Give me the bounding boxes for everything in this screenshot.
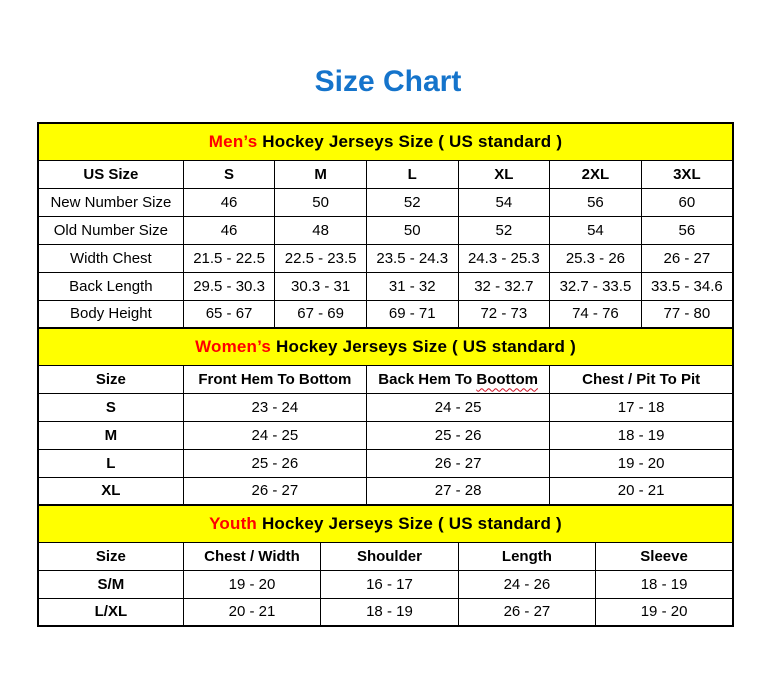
mens-cell-value: 60 bbox=[641, 188, 733, 216]
size-chart-page bbox=[0, 64, 776, 627]
youth-cell-value: 18 - 19 bbox=[321, 598, 458, 626]
mens-cell-value: 48 bbox=[275, 216, 367, 244]
mens-cell-value: 23.5 - 24.3 bbox=[366, 244, 458, 272]
womens-cell-value: 25 - 26 bbox=[367, 421, 550, 449]
youth-table-row bbox=[38, 570, 733, 598]
mens-cell-value: 29.5 - 30.3 bbox=[183, 272, 275, 300]
size-tables-container bbox=[37, 122, 734, 627]
mens-table-row bbox=[38, 272, 733, 300]
youth-cell-value: 26 - 27 bbox=[458, 598, 595, 626]
youth-size-table bbox=[37, 504, 734, 627]
youth-cell-value: 19 - 20 bbox=[596, 598, 733, 626]
mens-cell-value: 52 bbox=[366, 188, 458, 216]
mens-row-label: New Number Size bbox=[38, 188, 183, 216]
womens-cell-value: 17 - 18 bbox=[550, 393, 733, 421]
youth-cell-value: 24 - 26 bbox=[458, 570, 595, 598]
mens-row-label: Body Height bbox=[38, 300, 183, 328]
mens-cell-value: 46 bbox=[183, 188, 275, 216]
womens-cell-value: 26 - 27 bbox=[367, 449, 550, 477]
youth-section-title-rest: Hockey Jerseys Size ( US standard ) bbox=[257, 513, 562, 533]
womens-header-row bbox=[38, 365, 733, 393]
page-title: Size Chart bbox=[314, 65, 462, 98]
mens-cell-value: 32.7 - 33.5 bbox=[550, 272, 642, 300]
mens-row-label: Old Number Size bbox=[38, 216, 183, 244]
mens-row-label: Width Chest bbox=[38, 244, 183, 272]
mens-table-row bbox=[38, 244, 733, 272]
youth-row-label: S/M bbox=[38, 570, 183, 598]
youth-column-header: Shoulder bbox=[321, 542, 458, 570]
womens-cell-value: 26 - 27 bbox=[183, 477, 366, 505]
womens-cell-value: 19 - 20 bbox=[550, 449, 733, 477]
mens-cell-value: 31 - 32 bbox=[366, 272, 458, 300]
womens-size-table bbox=[37, 327, 734, 506]
mens-header-row bbox=[38, 160, 733, 188]
womens-table-row bbox=[38, 477, 733, 505]
womens-table-row bbox=[38, 449, 733, 477]
womens-column-header: Front Hem To Bottom bbox=[183, 365, 366, 393]
mens-cell-value: 33.5 - 34.6 bbox=[641, 272, 733, 300]
youth-cell-value: 16 - 17 bbox=[321, 570, 458, 598]
youth-column-header: Length bbox=[458, 542, 595, 570]
misspelled-word: Boottom bbox=[476, 370, 539, 388]
mens-column-header: 2XL bbox=[550, 160, 642, 188]
womens-table-row bbox=[38, 421, 733, 449]
womens-section-band bbox=[38, 328, 733, 365]
womens-column-header: Back Hem To Boottom bbox=[367, 365, 550, 393]
youth-cell-value: 18 - 19 bbox=[596, 570, 733, 598]
youth-row-label: L/XL bbox=[38, 598, 183, 626]
mens-section-band bbox=[38, 123, 733, 160]
womens-cell-value: 24 - 25 bbox=[367, 393, 550, 421]
mens-cell-value: 65 - 67 bbox=[183, 300, 275, 328]
youth-column-header: Sleeve bbox=[596, 542, 733, 570]
youth-section-title bbox=[38, 505, 733, 542]
womens-cell-value: 18 - 19 bbox=[550, 421, 733, 449]
youth-section-band bbox=[38, 505, 733, 542]
mens-cell-value: 54 bbox=[458, 188, 550, 216]
mens-size-table bbox=[37, 122, 734, 329]
youth-column-header: Size bbox=[38, 542, 183, 570]
womens-column-header: Size bbox=[38, 365, 183, 393]
mens-section-title-accent: Men’s bbox=[208, 131, 258, 151]
womens-cell-value: 24 - 25 bbox=[183, 421, 366, 449]
womens-cell-value: 20 - 21 bbox=[550, 477, 733, 505]
mens-section-title bbox=[38, 123, 733, 160]
mens-cell-value: 72 - 73 bbox=[458, 300, 550, 328]
mens-cell-value: 52 bbox=[458, 216, 550, 244]
womens-cell-value: 23 - 24 bbox=[183, 393, 366, 421]
youth-column-header: Chest / Width bbox=[183, 542, 320, 570]
mens-cell-value: 26 - 27 bbox=[641, 244, 733, 272]
mens-table-row bbox=[38, 188, 733, 216]
mens-column-header: XL bbox=[458, 160, 550, 188]
womens-column-header: Chest / Pit To Pit bbox=[550, 365, 733, 393]
mens-cell-value: 30.3 - 31 bbox=[275, 272, 367, 300]
mens-cell-value: 50 bbox=[275, 188, 367, 216]
mens-cell-value: 56 bbox=[550, 188, 642, 216]
mens-section-title-rest: Hockey Jerseys Size ( US standard ) bbox=[257, 131, 563, 151]
mens-column-header: M bbox=[275, 160, 367, 188]
womens-cell-value: 25 - 26 bbox=[183, 449, 366, 477]
youth-header-row bbox=[38, 542, 733, 570]
mens-cell-value: 67 - 69 bbox=[275, 300, 367, 328]
mens-cell-value: 24.3 - 25.3 bbox=[458, 244, 550, 272]
mens-row-label: Back Length bbox=[38, 272, 183, 300]
womens-cell-value: 27 - 28 bbox=[367, 477, 550, 505]
womens-section-title bbox=[38, 328, 733, 365]
mens-cell-value: 50 bbox=[366, 216, 458, 244]
mens-column-header: US Size bbox=[38, 160, 183, 188]
womens-section-title-rest: Hockey Jerseys Size ( US standard ) bbox=[271, 336, 576, 356]
mens-cell-value: 74 - 76 bbox=[550, 300, 642, 328]
womens-row-label: S bbox=[38, 393, 183, 421]
youth-cell-value: 19 - 20 bbox=[183, 570, 320, 598]
mens-column-header: 3XL bbox=[641, 160, 733, 188]
mens-cell-value: 77 - 80 bbox=[641, 300, 733, 328]
womens-row-label: M bbox=[38, 421, 183, 449]
mens-column-header: L bbox=[366, 160, 458, 188]
mens-cell-value: 69 - 71 bbox=[366, 300, 458, 328]
mens-cell-value: 46 bbox=[183, 216, 275, 244]
mens-table-row bbox=[38, 216, 733, 244]
youth-cell-value: 20 - 21 bbox=[183, 598, 320, 626]
womens-section-title-accent: Women’s bbox=[195, 336, 272, 356]
womens-row-label: XL bbox=[38, 477, 183, 505]
mens-cell-value: 22.5 - 23.5 bbox=[275, 244, 367, 272]
mens-cell-value: 32 - 32.7 bbox=[458, 272, 550, 300]
womens-table-row bbox=[38, 393, 733, 421]
mens-table-row bbox=[38, 300, 733, 328]
mens-cell-value: 21.5 - 22.5 bbox=[183, 244, 275, 272]
mens-column-header: S bbox=[183, 160, 275, 188]
youth-section-title-accent: Youth bbox=[209, 513, 258, 533]
youth-table-row bbox=[38, 598, 733, 626]
mens-cell-value: 25.3 - 26 bbox=[550, 244, 642, 272]
mens-cell-value: 54 bbox=[550, 216, 642, 244]
mens-cell-value: 56 bbox=[641, 216, 733, 244]
womens-row-label: L bbox=[38, 449, 183, 477]
